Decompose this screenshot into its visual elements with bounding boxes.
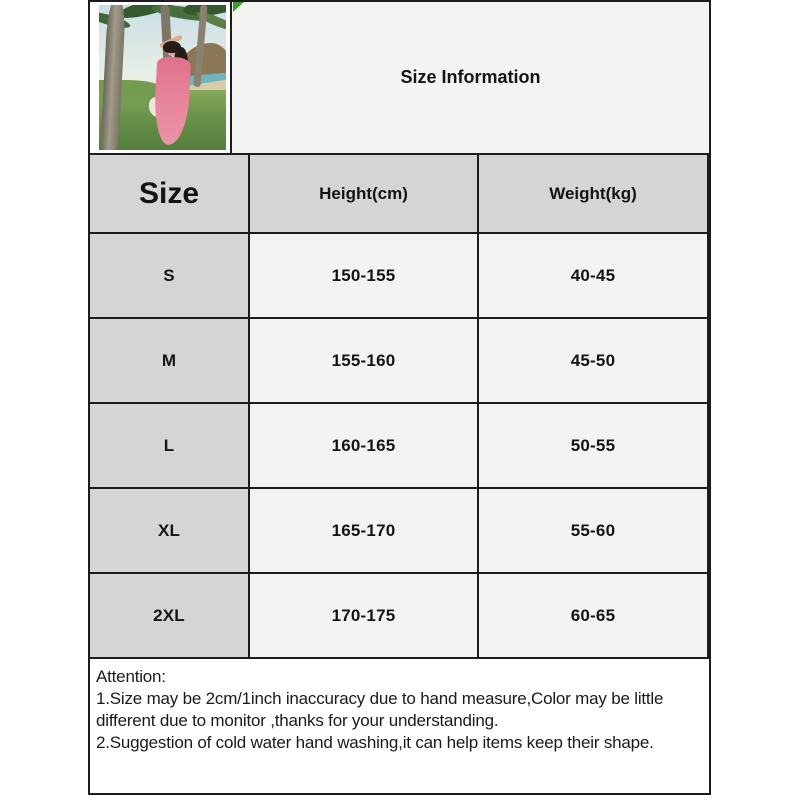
size-label-s: S bbox=[90, 234, 248, 317]
column-header-size: Size bbox=[90, 155, 248, 232]
height-value-l: 160-165 bbox=[250, 404, 477, 487]
attention-line-1: 1.Size may be 2cm/1inch inaccuracy due to hand measure,Color may be little bbox=[96, 689, 664, 708]
height-value-2xl: 170-175 bbox=[250, 574, 477, 657]
weight-value-l: 50-55 bbox=[479, 404, 707, 487]
attention-title: Attention: bbox=[96, 667, 166, 686]
weight-value-2xl: 60-65 bbox=[479, 574, 707, 657]
photo-cell bbox=[90, 2, 230, 153]
page-title: Size Information bbox=[400, 67, 541, 87]
size-label-m: M bbox=[90, 319, 248, 402]
attention-notes bbox=[90, 659, 709, 793]
product-photo bbox=[99, 5, 226, 150]
column-header-height: Height(cm) bbox=[250, 155, 477, 232]
attention-line-2: different due to monitor ,thanks for your understanding. bbox=[96, 711, 499, 730]
weight-value-m: 45-50 bbox=[479, 319, 707, 402]
height-value-m: 155-160 bbox=[250, 319, 477, 402]
height-value-s: 150-155 bbox=[250, 234, 477, 317]
size-label-2xl: 2XL bbox=[90, 574, 248, 657]
size-table bbox=[88, 0, 711, 795]
green-corner-flag-icon bbox=[233, 2, 244, 12]
title-cell bbox=[232, 2, 709, 153]
height-value-xl: 165-170 bbox=[250, 489, 477, 572]
weight-value-s: 40-45 bbox=[479, 234, 707, 317]
weight-value-xl: 55-60 bbox=[479, 489, 707, 572]
attention-line-3: 2.Suggestion of cold water hand washing,it can help items keep their shape. bbox=[96, 733, 654, 752]
size-label-xl: XL bbox=[90, 489, 248, 572]
size-label-l: L bbox=[90, 404, 248, 487]
column-header-weight: Weight(kg) bbox=[479, 155, 707, 232]
